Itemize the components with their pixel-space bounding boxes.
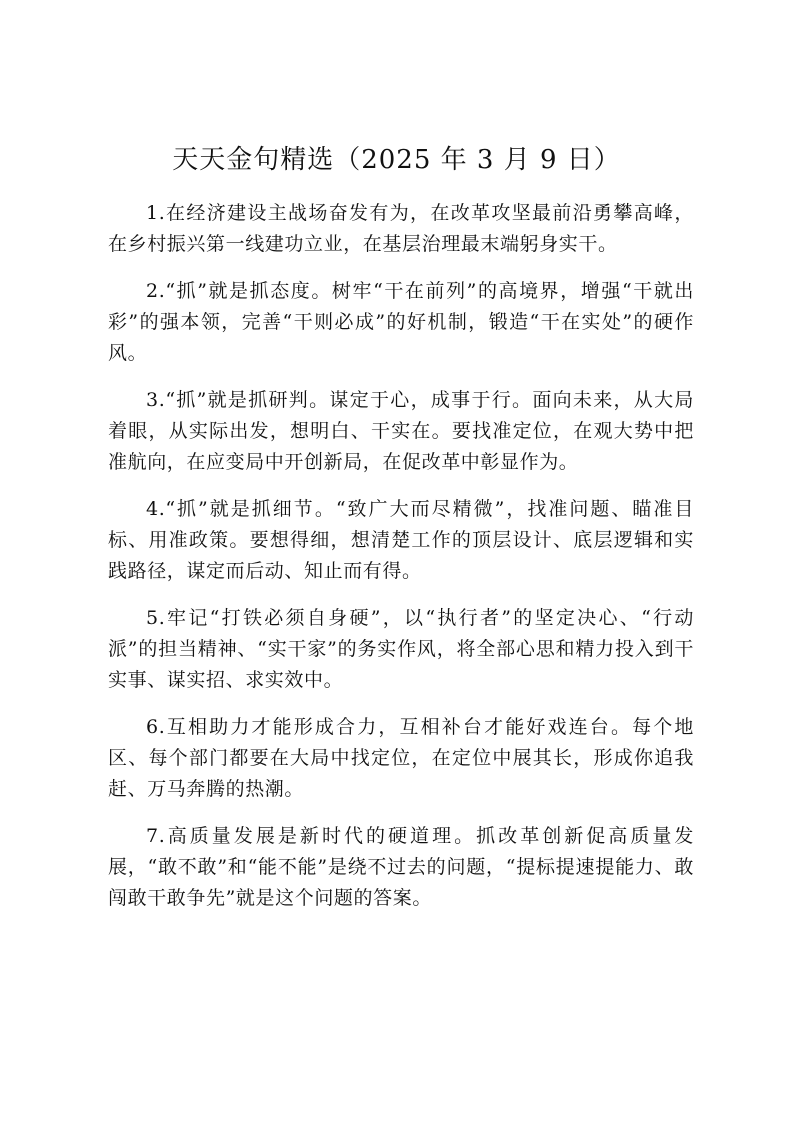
paragraph-3: 3.“抓”就是抓研判。谋定于心，成事于行。面向未来，从大局着眼，从实际出发，想明白、干实在。要找准定位，在观大势中把准航向，在应变局中开创新局，在促改革中彰显作为。 [108, 389, 694, 473]
paragraph-6: 6.互相助力才能形成合力，互相补台才能好戏连台。每个地区、每个部门都要在大局中找定位，在定位中展其长，形成你追我赶、万马奔腾的热潮。 [108, 716, 694, 800]
paragraph-2: 2.“抓”就是抓态度。树牢“干在前列”的高境界，增强“干就出彩”的强本领，完善“干则必成”的好机制，锻造“干在实处”的硬作风。 [108, 280, 694, 364]
document-body [108, 198, 694, 930]
paragraph-7: 7.高质量发展是新时代的硬道理。抓改革创新促高质量发展，“敢不敢”和“能不能”是绕不过去的问题，“提标提速提能力、敢闯敢干敢争先”就是这个问题的答案。 [108, 825, 694, 909]
paragraph-1: 1.在经济建设主战场奋发有为，在改革攻坚最前沿勇攀高峰，在乡村振兴第一线建功立业，在基层治理最末端躬身实干。 [108, 202, 694, 255]
paragraph-4: 4.“抓”就是抓细节。“致广大而尽精微”，找准问题、瞄准目标、用准政策。要想得细，想清楚工作的顶层设计、底层逻辑和实践路径，谋定而后动、知止而有得。 [108, 498, 694, 582]
paragraph-5: 5.牢记“打铁必须自身硬”，以“执行者”的坚定决心、“行动派”的担当精神、“实干家”的务实作风，将全部心思和精力投入到干实事、谋实招、求实效中。 [108, 607, 694, 691]
document-title: 天天金句精选（2025 年 3 月 9 日） [172, 145, 621, 175]
